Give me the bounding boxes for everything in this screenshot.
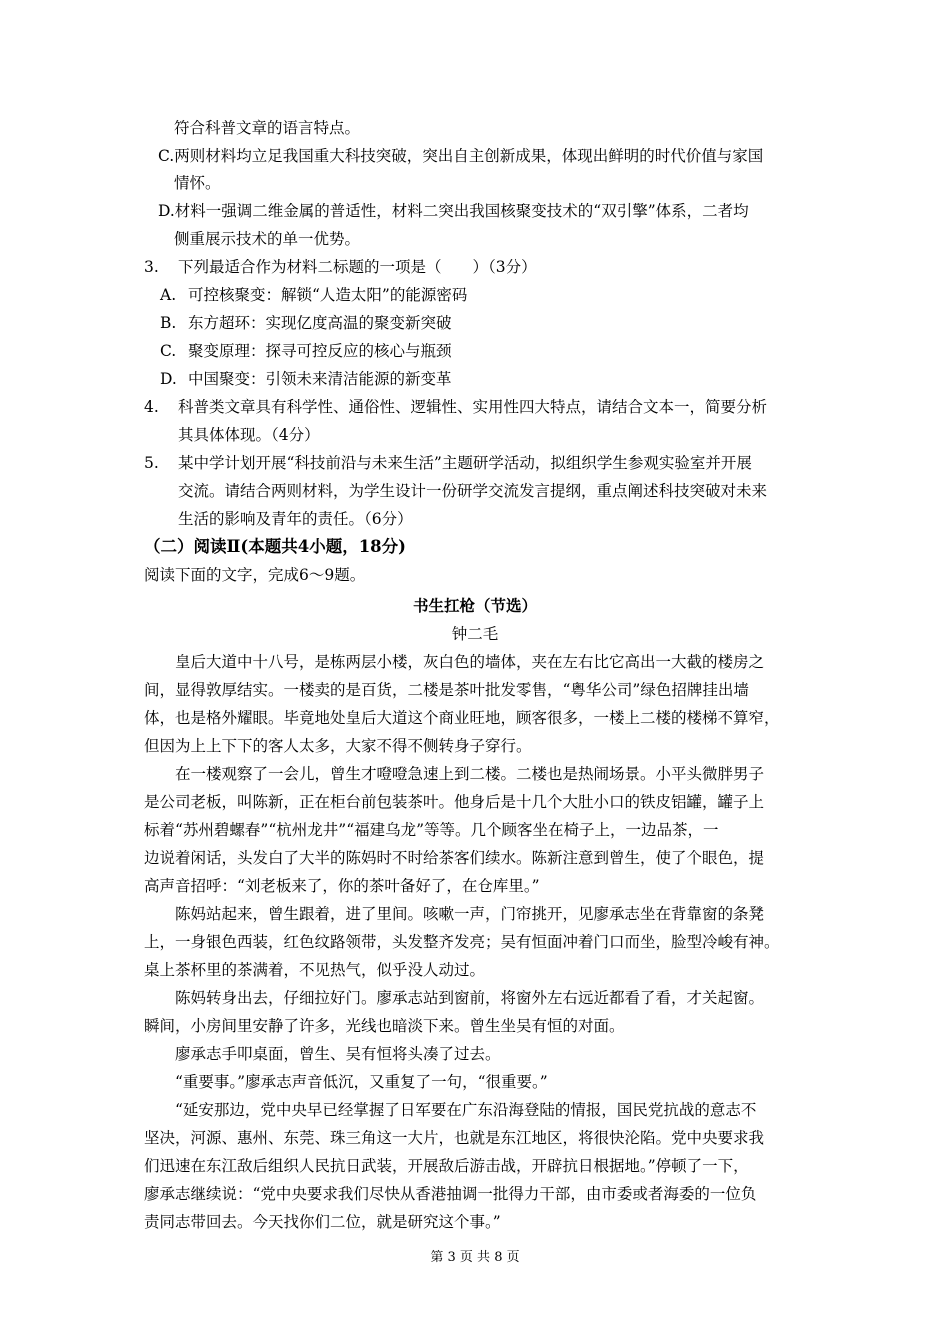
q4-line2: 其具体体现。（4分） [178,426,320,444]
q3-number: 3. [144,258,159,276]
passage-line: 但因为上上下下的客人太多，大家不得不侧转身子穿行。 [144,737,532,755]
q3-option-b-text: 东方超环：实现亿度高温的聚变新突破 [188,314,452,332]
q3-option-a-letter: A. [160,286,177,304]
passage-line: 陈妈转身出去，仔细拉好门。廖承志站到窗前，将窗外左右远近都看了看，才关起窗。 [144,989,765,1007]
passage-title: 书生扛枪（节选） [412,596,537,615]
passage-line: 们迅速在东江敌后组织人民抗日武装，开展敌后游击战，开辟抗日根据地。”停顿了一下， [144,1157,749,1175]
q3-option-d-letter: D. [160,370,177,388]
q5-line2: 交流。请结合两则材料，为学生设计一份研学交流发言提纲，重点阐述科技突破对未来 [178,482,768,500]
q4-text-line1: 科普类文章具有科学性、通俗性、逻辑性、实用性四大特点，请结合文本一，简要分析 [178,398,768,416]
passage-line: 边说着闲话，头发白了大半的陈妈时不时给茶客们续水。陈新注意到曾生，使了个眼色，提 [144,849,765,867]
q5-number: 5. [144,454,159,472]
q3-option-b-letter: B. [160,314,177,332]
passage-line: 廖承志继续说：“党中央要求我们尽快从香港抽调一批得力干部，由市委或者海委的一位负 [144,1185,757,1203]
q3-option-a [160,285,468,307]
section2-heading: （二）阅读Ⅱ(本题共4小题，18分) [144,537,406,556]
passage-line: 体，也是格外耀眼。毕竟地处皇后大道这个商业旺地，顾客很多，一楼上二楼的楼梯不算窄， [144,709,780,727]
passage-line: 是公司老板，叫陈新，正在柜台前包装茶叶。他身后是十几个大肚小口的铁皮铝罐，罐子上 [144,793,765,811]
q2-option-c-line2: 情怀。 [174,174,221,192]
q3-option-d [160,369,452,391]
q3-option-a-text: 可控核聚变：解锁“人造太阳”的能源密码 [188,286,468,304]
passage-line: 上，一身银色西装，红色纹路领带，头发整齐发亮；吴有恒面冲着门口而坐，脸型冷峻有神。 [144,933,780,951]
section2-instruction: 阅读下面的文字，完成6～9题。 [144,566,366,584]
q3-option-c [160,341,452,363]
q5-line1 [144,453,752,475]
passage-line: 皇后大道中十八号，是栋两层小楼，灰白色的墙体，夹在左右比它高出一大截的楼房之 [144,653,765,671]
q5-text-line1: 某中学计划开展“科技前沿与未来生活”主题研学活动，拟组织学生参观实验室并开展 [178,454,752,472]
q3-option-c-letter: C. [160,342,177,360]
passage-line: 坚决，河源、惠州、东莞、珠三角这一大片，也就是东江地区，将很快沦陷。党中央要求我 [144,1129,765,1147]
q3-stem-text: 下列最适合作为材料二标题的一项是（ ）（3分） [178,258,537,276]
q3-stem [144,257,537,279]
passage-line: 间，显得敦厚结实。一楼卖的是百货，二楼是茶叶批发零售，“粤华公司”绿色招牌挂出墙 [144,681,749,699]
q5-line3: 生活的影响及青年的责任。（6分） [178,510,413,528]
passage-line: “重要事。”廖承志声音低沉，又重复了一句，“很重要。” [144,1073,548,1091]
q3-option-c-text: 聚变原理：探寻可控反应的核心与瓶颈 [188,342,452,360]
q3-option-d-text: 中国聚变：引领未来清洁能源的新变革 [188,370,452,388]
passage-line: 责同志带回去。今天找你们二位，就是研究这个事。” [144,1213,501,1231]
passage-line: 在一楼观察了一会儿，曾生才噔噔急速上到二楼。二楼也是热闹场景。小平头微胖男子 [144,765,765,783]
passage-line: 陈妈站起来，曾生跟着，进了里间。咳嗽一声，门帘挑开，见廖承志坐在背靠窗的条凳 [144,905,765,923]
page-footer: 第 3 页 共 8 页 [430,1250,520,1265]
q4-number: 4. [144,398,159,416]
passage-line: 桌上茶杯里的茶满着，不见热气，似乎没人动过。 [144,961,486,979]
passage-author: 钟二毛 [451,625,499,643]
q2-option-d-line2: 侧重展示技术的单一优势。 [174,230,361,248]
passage-line: 标着“苏州碧螺春”“杭州龙井”“福建乌龙”等等。几个顾客坐在椅子上，一边品茶，一 [144,821,719,839]
q2-option-b-continuation: 符合科普文章的语言特点。 [174,119,361,137]
q2-option-d-line1: D.材料一强调二维金属的普适性，材料二突出我国核聚变技术的“双引擎”体系，二者均 [158,202,749,220]
passage-line: “延安那边，党中央早已经掌握了日军要在广东沿海登陆的情报，国民党抗战的意志不 [144,1101,757,1119]
q4-line1 [144,397,768,419]
passage-line: 高声音招呼：“刘老板来了，你的茶叶备好了，在仓库里。” [144,877,540,895]
q3-option-b [160,313,452,335]
passage-line: 廖承志手叩桌面，曾生、吴有恒将头凑了过去。 [144,1045,501,1063]
passage-line: 瞬间，小房间里安静了许多，光线也暗淡下来。曾生坐吴有恒的对面。 [144,1017,625,1035]
q2-option-c-line1: C.两则材料均立足我国重大科技突破，突出自主创新成果，体现出鲜明的时代价值与家国 [158,147,764,165]
